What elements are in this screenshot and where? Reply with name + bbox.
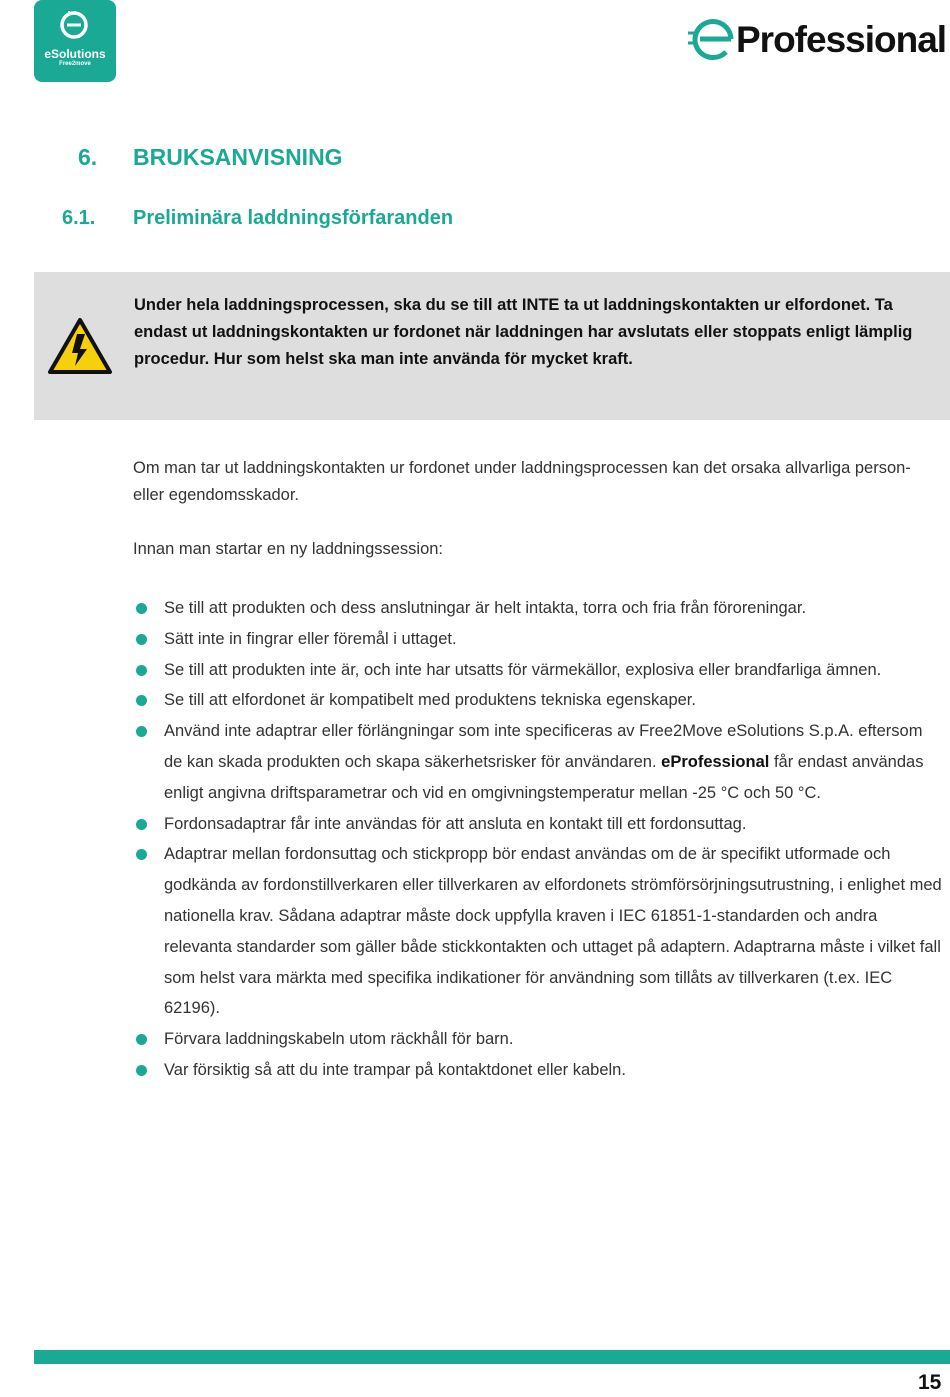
eprofessional-wordmark: Professional bbox=[736, 19, 947, 60]
warning-box bbox=[34, 272, 950, 420]
subsection-title: Preliminära laddningsförfaranden bbox=[133, 207, 454, 229]
free2move-subtext: Free2move bbox=[59, 61, 91, 67]
esolutions-brand-text: eSolutions bbox=[44, 47, 106, 61]
list-item: Se till att elfordonet är kompatibelt med produktens tekniska egenskaper. bbox=[133, 685, 945, 716]
bullet-dot bbox=[136, 849, 147, 860]
e-plug-icon bbox=[59, 10, 89, 40]
paragraph-consequence: Om man tar ut laddningskontakten ur fordonet under laddningsprocessen kan det orsaka allvarliga person- eller egendomsskador. bbox=[133, 459, 911, 504]
section-number: 6. bbox=[78, 144, 98, 170]
list-item: Se till att produkten inte är, och inte har utsatts för värmekällor, explosiva eller brandfarliga ämnen. bbox=[133, 655, 945, 686]
eprofessional-logo bbox=[686, 14, 948, 66]
bullet-dot bbox=[136, 634, 147, 645]
product-name: eProfessional bbox=[661, 752, 770, 771]
footer-bar bbox=[34, 1350, 950, 1364]
bullet-dot bbox=[136, 1034, 147, 1045]
bullet-dot bbox=[136, 603, 147, 614]
list-item: Förvara laddningskabeln utom räckhåll för barn. bbox=[133, 1024, 945, 1055]
list-item: Sätt inte in fingrar eller föremål i uttaget. bbox=[133, 624, 945, 655]
esolutions-logo bbox=[34, 0, 116, 82]
bullet-dot bbox=[136, 665, 147, 676]
precaution-list bbox=[133, 593, 945, 1086]
list-item: Adaptrar mellan fordonsuttag och stickpropp bör endast användas om de är specifikt utformade och godkända av fordonstillverkaren eller tillverkaren av elfordonets strömförsörjningsutrustning, i enlighet med nationella krav. Sådana adaptrar måste dock uppfylla kraven i IEC 61851-1-standarden och andra relevanta standarder som gäller både stickkontakten och uttaget på adaptern. Adaptrarna måste i vilket fall som helst vara märkta med specifika indikationer för användning som tillåts av tillverkaren (t.ex. IEC 62196). bbox=[133, 839, 945, 1024]
subsection-number: 6.1. bbox=[62, 207, 96, 229]
list-item: Var försiktig så att du inte trampar på kontaktdonet eller kabeln. bbox=[133, 1055, 945, 1086]
page-number: 15 bbox=[918, 1371, 942, 1394]
bullet-dot bbox=[136, 1065, 147, 1076]
bullet-dot bbox=[136, 726, 147, 737]
bullet-dot bbox=[136, 819, 147, 830]
list-item: Använd inte adaptrar eller förlängningar som inte specificeras av Free2Move eSolutions S.p.A. eftersom de kan skada produkten och skapa säkerhetsrisker för användaren. eProfessional får endast användas enligt angivna driftsparametrar och vid en omgivningstemperatur mellan -25 °C och 50 °C. bbox=[133, 716, 945, 808]
section-title: BRUKSANVISNING bbox=[133, 144, 343, 170]
e-plug-icon bbox=[686, 16, 740, 62]
bullet-dot bbox=[136, 695, 147, 706]
high-voltage-warning-icon bbox=[47, 317, 113, 375]
paragraph-before-session: Innan man startar en ny laddningssession: bbox=[133, 540, 444, 558]
list-item: Se till att produkten och dess anslutningar är helt intakta, torra och fria från föroreningar. bbox=[133, 593, 945, 624]
warning-text: Under hela laddningsprocessen, ska du se till att INTE ta ut laddningskontakten ur elfordonet. Ta endast ut laddningskontakten ur fordonet när laddningen har avslutats eller stoppats enligt lämplig procedur. Hur som helst ska man inte använda för mycket kraft. bbox=[134, 296, 913, 368]
list-item: Fordonsadaptrar får inte användas för att ansluta en kontakt till ett fordonsuttag. bbox=[133, 809, 945, 840]
